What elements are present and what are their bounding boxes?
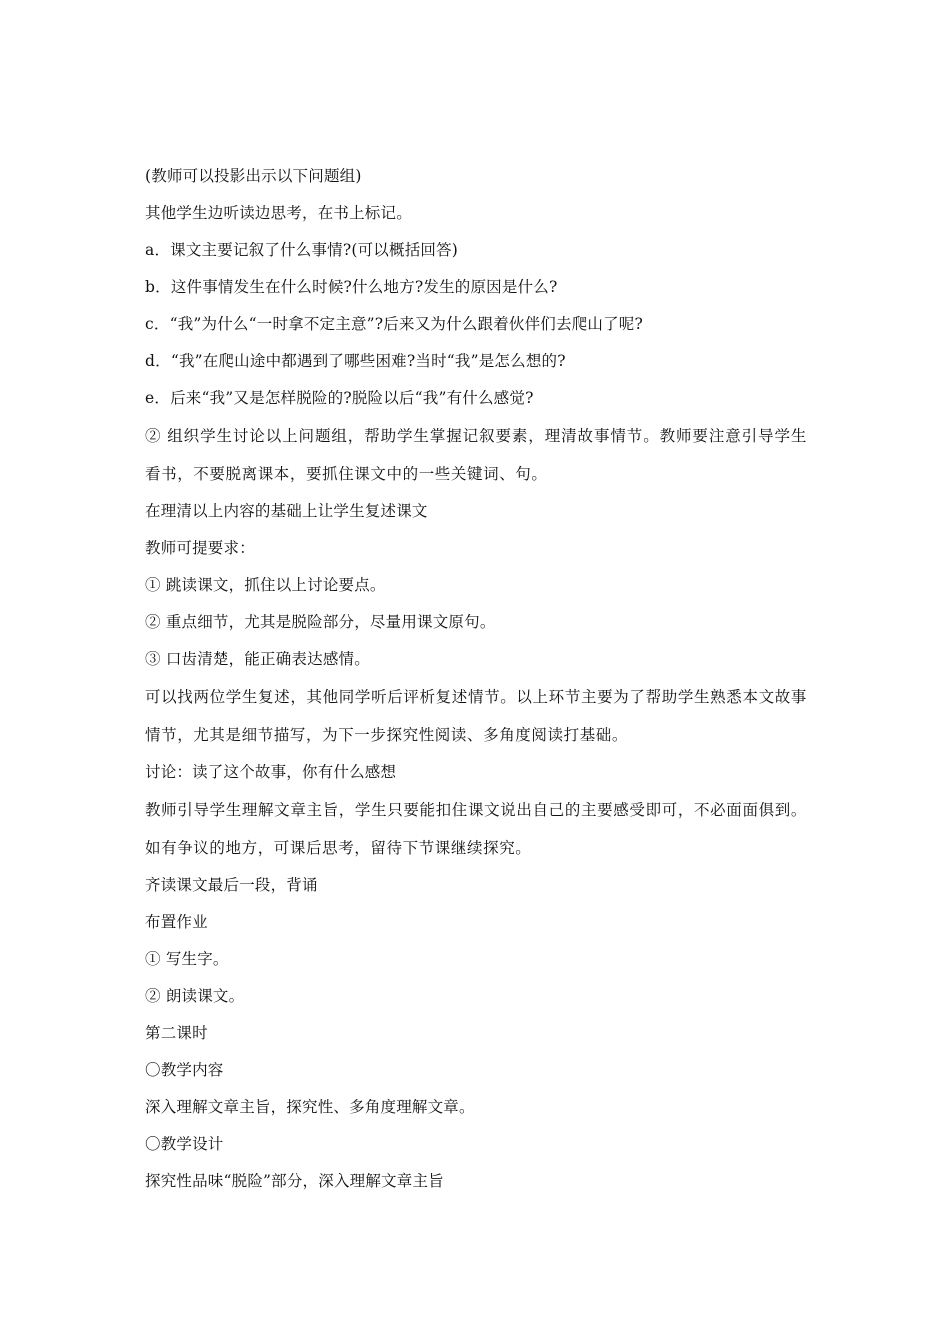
teaching-content-text: 深入理解文章主旨，探究性、多角度理解文章。 [145,1098,475,1116]
retell-paragraph: 可以找两位学生复述，其他同学听后评析复述情节。以上环节主要为了帮助学生熟悉本文故事情节，尤其是细节描写，为下一步探究性阅读、多角度阅读打基础。 [145,688,807,744]
text-line-1: (教师可以投影出示以下问题组) [145,167,362,185]
requirement-1: ① 跳读课文，抓住以上讨论要点。 [145,576,386,594]
document-body [145,158,807,1200]
discussion-prompt: 讨论：读了这个故事，你有什么感想 [145,763,397,781]
question-c: c．“我”为什么“一时拿不定主意”?后来又为什么跟着伙伴们去爬山了呢? [145,315,643,333]
requirements-heading: 教师可提要求： [145,539,255,557]
requirement-2: ② 重点细节，尤其是脱险部分，尽量用课文原句。 [145,613,496,631]
recite-line: 齐读课文最后一段，背诵 [145,876,318,894]
homework-heading: 布置作业 [145,913,208,931]
homework-item-2: ② 朗读课文。 [145,987,245,1005]
second-lesson-heading: 第二课时 [145,1024,208,1042]
discussion-paragraph: ② 组织学生讨论以上问题组，帮助学生掌握记叙要素，理清故事情节。教师要注意引导学生看书，不要脱离课本，要抓住课文中的一些关键词、句。 [145,427,807,483]
guidance-paragraph: 教师引导学生理解文章主旨，学生只要能扣住课文说出自己的主要感受即可，不必面面俱到。如有争议的地方，可课后思考，留待下节课继续探究。 [145,801,807,857]
retell-heading: 在理清以上内容的基础上让学生复述课文 [145,502,428,520]
teaching-content-heading: 〇教学内容 [145,1061,224,1079]
homework-item-1: ① 写生字。 [145,950,229,968]
question-e: e．后来“我”又是怎样脱险的?脱险以后“我”有什么感觉? [145,389,534,407]
text-line-2: 其他学生边听读边思考，在书上标记。 [145,204,412,222]
question-b: b．这件事情发生在什么时候?什么地方?发生的原因是什么? [145,278,558,296]
question-d: d．“我”在爬山途中都遇到了哪些困难?当时“我”是怎么想的? [145,352,566,370]
teaching-design-text: 探究性品味“脱险”部分，深入理解文章主旨 [145,1172,444,1190]
requirement-3: ③ 口齿清楚，能正确表达感情。 [145,650,370,668]
question-a: a．课文主要记叙了什么事情?(可以概括回答) [145,241,459,259]
teaching-design-heading: 〇教学设计 [145,1135,224,1153]
